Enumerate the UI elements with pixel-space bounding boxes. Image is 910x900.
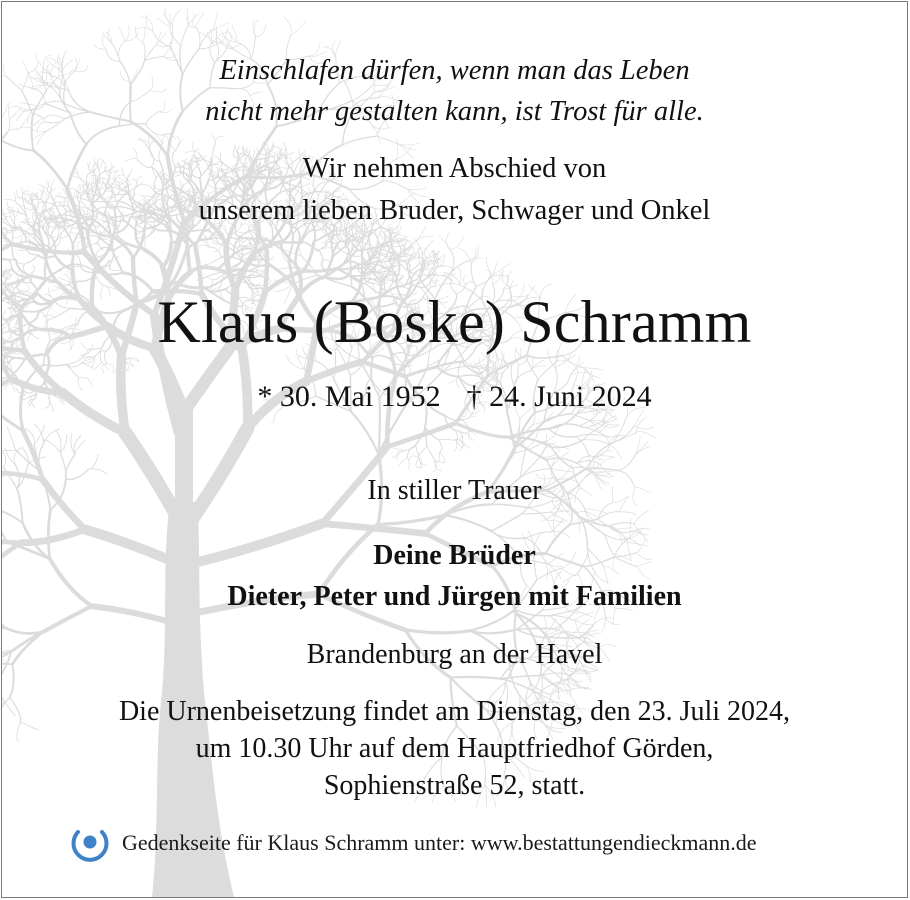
life-dates	[2, 382, 907, 412]
quote-line-1: Einschlafen dürfen, wenn man das Leben	[219, 55, 690, 86]
service-line-3: Sophienstraße 52, statt.	[323, 770, 586, 801]
obituary-notice	[1, 1, 908, 898]
birth-date: * 30. Mai 1952	[257, 380, 441, 413]
intro-line-1: Wir nehmen Abschied von	[302, 153, 607, 184]
memorial-footer	[70, 823, 757, 863]
intro-line-2: unserem lieben Bruder, Schwager und Onkel	[198, 195, 711, 226]
family-line-1: Deine Brüder	[373, 540, 536, 571]
mourning-phrase: In stiller Trauer	[367, 475, 542, 506]
memorial-page-link[interactable]: Gedenkseite für Klaus Schramm unter: www.bestattungendieckmann.de	[122, 830, 757, 855]
quote-line-2: nicht mehr gestalten kann, ist Trost für alle.	[205, 96, 704, 127]
family-line-2: Dieter, Peter und Jürgen mit Familien	[227, 581, 682, 612]
deceased-name: Klaus (Boske) Schramm	[157, 289, 752, 355]
memorial-logo-icon	[70, 823, 110, 863]
service-line-1: Die Urnenbeisetzung findet am Dienstag, den 23. Juli 2024,	[118, 696, 791, 727]
service-line-2: um 10.30 Uhr auf dem Hauptfriedhof Görden,	[195, 733, 714, 764]
family-place: Brandenburg an der Havel	[306, 639, 603, 670]
death-date: † 24. Juni 2024	[466, 380, 652, 413]
